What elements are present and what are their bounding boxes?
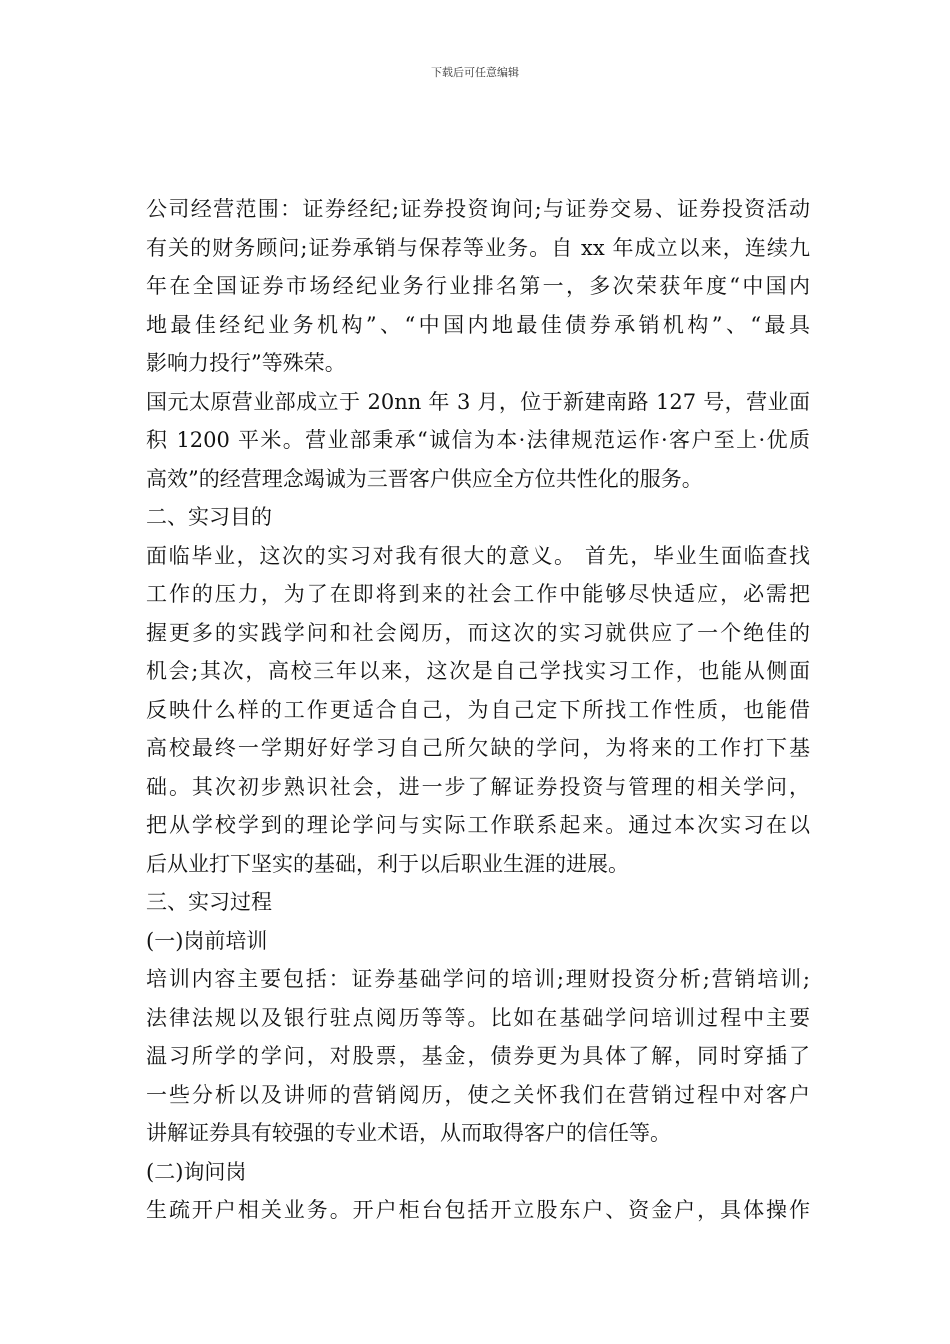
text-line: 积 1200 平米。营业部秉承“诚信为本·法律规范运作·客户至上·优质: [146, 428, 810, 452]
text-line: 法律法规以及银行驻点阅历等等。比如在基础学问培训过程中主要: [146, 1005, 810, 1030]
text-line: 一些分析以及讲师的营销阅历，使之关怀我们在营销过程中对客户: [146, 1082, 810, 1107]
text-line: 地最佳经纪业务机构”、“中国内地最佳债券承销机构”、“最具: [146, 312, 810, 337]
text-line: 反映什么样的工作更适合自己，为自己定下所找工作性质，也能借: [146, 697, 810, 722]
text-line: 握更多的实践学问和社会阅历，而这次的实习就供应了一个绝佳的: [146, 620, 810, 645]
document-body: [146, 190, 810, 1230]
text-line: 年在全国证券市场经纪业务行业排名第一，多次荣获年度“中国内: [146, 274, 810, 298]
text-line: 把从学校学到的理论学问与实际工作联系起来。通过本次实习在以: [146, 813, 810, 837]
text-line: 后从业打下坚实的基础，利于以后职业生涯的进展。: [146, 851, 629, 876]
text-line: 高效”的经营理念竭诚为三晋客户供应全方位共性化的服务。: [146, 466, 703, 491]
text-line: 机会;其次，高校三年以来，这次是自己学找实习工作，也能从侧面: [146, 659, 810, 683]
text-line: 温习所学的学问，对股票，基金，债券更为具体了解，同时穿插了: [146, 1044, 810, 1068]
text-line: 有关的财务顾问;证券承销与保荐等业务。自 xx 年成立以来，连续九: [146, 235, 810, 260]
text-line: 础。其次初步熟识社会，进一步了解证券投资与管理的相关学问，: [146, 774, 810, 799]
text-line: 培训内容主要包括：证券基础学问的培训;理财投资分析;营销培训;: [146, 967, 810, 991]
section-heading: 三、实习过程: [146, 890, 272, 914]
text-line: 工作的压力，为了在即将到来的社会工作中能够尽快适应，必需把: [146, 582, 810, 606]
text-line: 生疏开户相关业务。开户柜台包括开立股东户、资金户，具体操作: [146, 1198, 810, 1222]
subsection-heading: (一)岗前培训: [146, 928, 268, 953]
text-line: 高校最终一学期好好学习自己所欠缺的学问，为将来的工作打下基: [146, 736, 810, 760]
section-heading: 二、实习目的: [146, 505, 272, 529]
text-line: 影响力投行”等殊荣。: [146, 351, 346, 375]
text-line: 国元太原营业部成立于 20nn 年 3 月，位于新建南路 127 号，营业面: [146, 389, 810, 414]
text-line: 公司经营范围：证券经纪;证券投资询问;与证券交易、证券投资活动: [146, 197, 810, 221]
page-header: 下载后可任意编辑: [431, 66, 519, 79]
text-line: 讲解证券具有较强的专业术语，从而取得客户的信任等。: [146, 1121, 671, 1145]
text-line: 面临毕业，这次的实习对我有很大的意义。 首先，毕业生面临查找: [146, 543, 810, 568]
subsection-heading: (二)询问岗: [146, 1159, 247, 1184]
